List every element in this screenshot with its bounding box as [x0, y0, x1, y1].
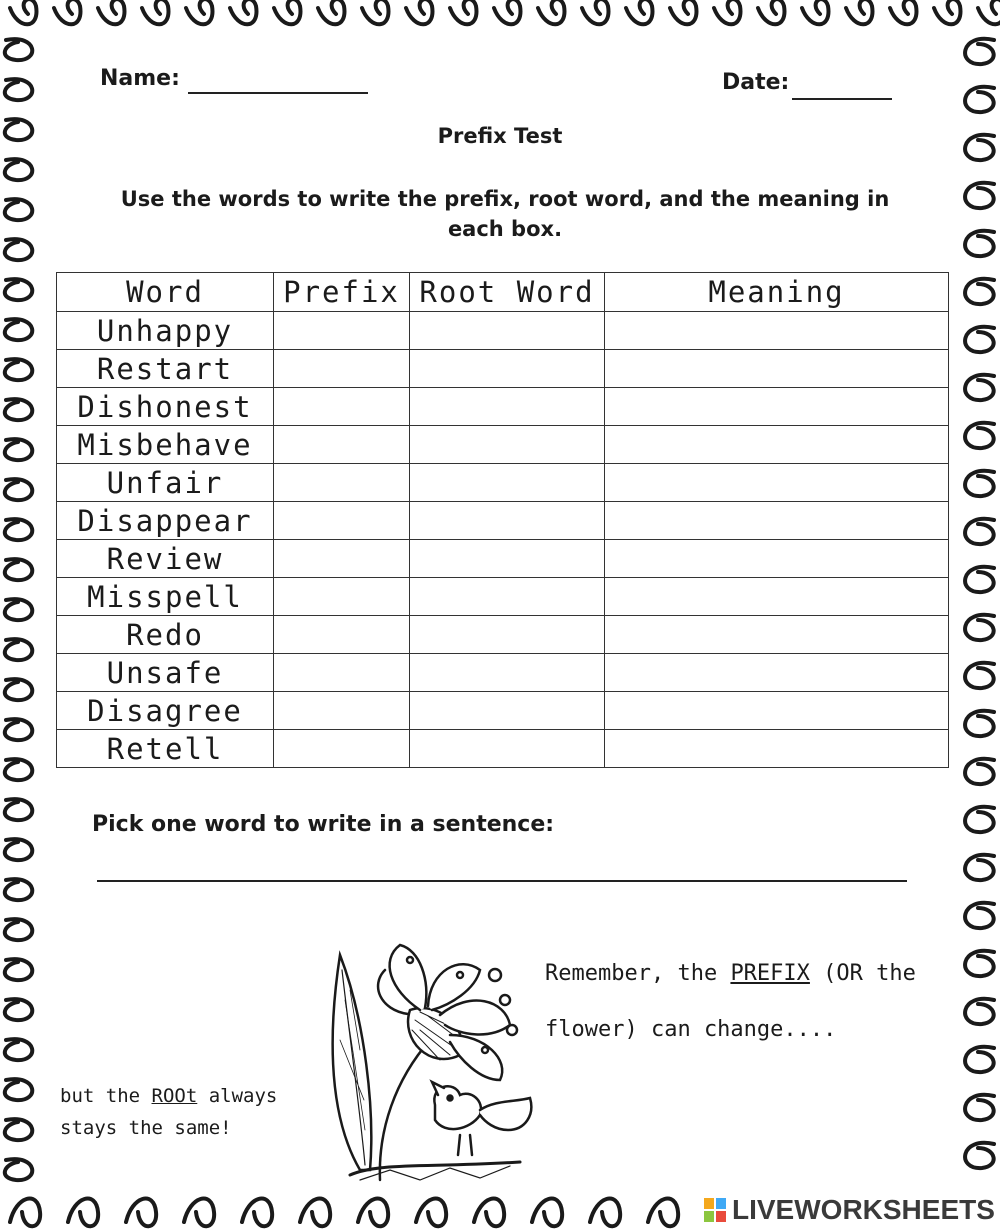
prefix-answer-cell[interactable] — [274, 350, 410, 388]
root-note-before: but the — [60, 1085, 152, 1107]
word-cell: Review — [57, 540, 274, 578]
word-cell: Disagree — [57, 692, 274, 730]
word-cell: Unhappy — [57, 312, 274, 350]
table-row — [57, 388, 949, 426]
table-row — [57, 312, 949, 350]
prefix-answer-cell[interactable] — [274, 654, 410, 692]
prefix-answer-cell[interactable] — [274, 578, 410, 616]
meaning-answer-cell[interactable] — [605, 426, 949, 464]
prefix-note-after: (OR the flower) can change.... — [545, 961, 916, 1042]
meaning-answer-cell[interactable] — [605, 350, 949, 388]
table-row — [57, 464, 949, 502]
flower-and-bird-illustration — [320, 930, 560, 1185]
root-note-after: always stays the same! — [60, 1085, 278, 1139]
word-cell: Dishonest — [57, 388, 274, 426]
root-word-answer-cell[interactable] — [410, 654, 605, 692]
word-cell: Redo — [57, 616, 274, 654]
watermark-text: LIVEWORKSHEETS — [732, 1194, 995, 1225]
root-reminder-note — [60, 1080, 340, 1144]
column-header-root-word: Root Word — [410, 273, 605, 312]
root-word-answer-cell[interactable] — [410, 578, 605, 616]
meaning-answer-cell[interactable] — [605, 312, 949, 350]
root-word-answer-cell[interactable] — [410, 426, 605, 464]
word-cell: Restart — [57, 350, 274, 388]
date-label: Date: — [722, 70, 790, 95]
table-row — [57, 350, 949, 388]
word-cell: Misspell — [57, 578, 274, 616]
name-field[interactable] — [188, 92, 368, 94]
table-row — [57, 616, 949, 654]
meaning-answer-cell[interactable] — [605, 464, 949, 502]
word-cell: Disappear — [57, 502, 274, 540]
root-word-answer-cell[interactable] — [410, 692, 605, 730]
root-word-answer-cell[interactable] — [410, 540, 605, 578]
prefix-note-before: Remember, the — [545, 961, 731, 986]
root-word-answer-cell[interactable] — [410, 312, 605, 350]
root-word-answer-cell[interactable] — [410, 350, 605, 388]
root-word-answer-cell[interactable] — [410, 730, 605, 768]
prefix-answer-cell[interactable] — [274, 692, 410, 730]
logo-square-3 — [704, 1211, 714, 1222]
table-row — [57, 578, 949, 616]
instructions: Use the words to write the prefix, root word, and the meaning in each box. — [120, 187, 890, 241]
sentence-prompt: Pick one word to write in a sentence: — [92, 812, 555, 837]
prefix-answer-cell[interactable] — [274, 312, 410, 350]
meaning-answer-cell[interactable] — [605, 388, 949, 426]
sentence-answer-field[interactable] — [97, 880, 907, 882]
table-row — [57, 730, 949, 768]
table-row — [57, 654, 949, 692]
table-header-row — [57, 273, 949, 312]
meaning-answer-cell[interactable] — [605, 730, 949, 768]
word-cell: Unsafe — [57, 654, 274, 692]
column-header-meaning: Meaning — [605, 273, 949, 312]
name-label: Name: — [100, 66, 180, 91]
logo-square-1 — [704, 1198, 714, 1209]
logo-square-4 — [716, 1211, 726, 1222]
page-title: Prefix Test — [437, 124, 563, 148]
root-word-answer-cell[interactable] — [410, 464, 605, 502]
meaning-answer-cell[interactable] — [605, 654, 949, 692]
prefix-table — [56, 272, 949, 768]
meaning-answer-cell[interactable] — [605, 616, 949, 654]
meaning-answer-cell[interactable] — [605, 502, 949, 540]
column-header-prefix: Prefix — [274, 273, 410, 312]
liveworksheets-logo-icon — [704, 1198, 726, 1222]
word-cell: Unfair — [57, 464, 274, 502]
prefix-answer-cell[interactable] — [274, 502, 410, 540]
meaning-answer-cell[interactable] — [605, 540, 949, 578]
root-word-answer-cell[interactable] — [410, 616, 605, 654]
meaning-answer-cell[interactable] — [605, 578, 949, 616]
word-cell: Retell — [57, 730, 274, 768]
prefix-answer-cell[interactable] — [274, 730, 410, 768]
prefix-reminder-note — [545, 946, 945, 1058]
prefix-answer-cell[interactable] — [274, 540, 410, 578]
column-header-word: Word — [57, 273, 274, 312]
prefix-answer-cell[interactable] — [274, 388, 410, 426]
root-note-keyword: ROOt — [151, 1085, 198, 1107]
prefix-answer-cell[interactable] — [274, 426, 410, 464]
table-row — [57, 426, 949, 464]
prefix-note-keyword: PREFIX — [730, 961, 810, 986]
meaning-answer-cell[interactable] — [605, 692, 949, 730]
table-row — [57, 692, 949, 730]
prefix-answer-cell[interactable] — [274, 464, 410, 502]
date-field[interactable] — [792, 98, 892, 100]
root-word-answer-cell[interactable] — [410, 388, 605, 426]
logo-square-2 — [716, 1198, 726, 1209]
liveworksheets-watermark — [700, 1192, 999, 1228]
table-row — [57, 502, 949, 540]
prefix-answer-cell[interactable] — [274, 616, 410, 654]
table-row — [57, 540, 949, 578]
word-cell: Misbehave — [57, 426, 274, 464]
root-word-answer-cell[interactable] — [410, 502, 605, 540]
